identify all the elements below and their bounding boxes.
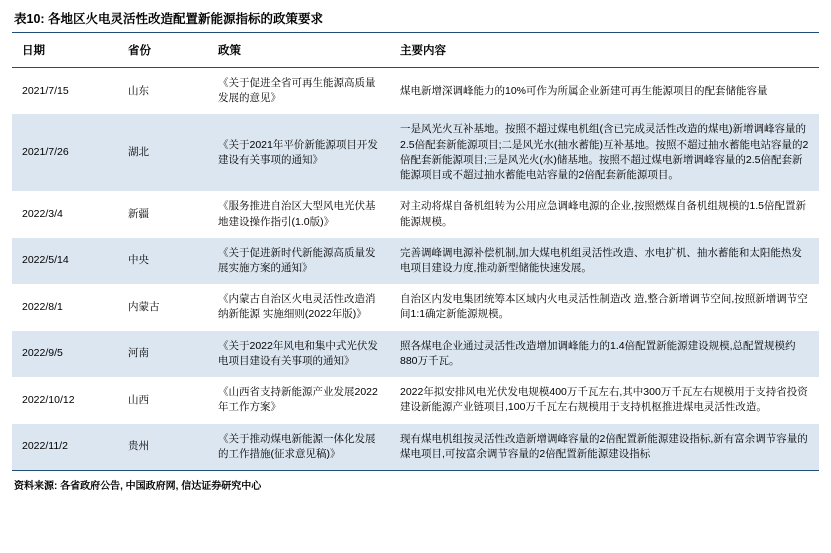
cell-province: 山东 — [118, 68, 208, 115]
cell-policy: 《关于推动煤电新能源一体化发展的工作措施(征求意见稿)》 — [208, 424, 390, 470]
cell-province: 湖北 — [118, 114, 208, 191]
cell-date: 2021/7/15 — [12, 68, 118, 115]
cell-content: 一是风光火互补基地。按照不超过煤电机组(含已完成灵活性改造的煤电)新增调峰容量的2.5倍配套新能源项目;二是风光水(抽水蓄能)互补基地。按照不超过抽水蓄能电站容量的2倍配套新能源项目;三是风光火(水)储基地。按照不超过煤电新增调峰容量的2.5倍配套新能源项目或不超过抽水蓄能电站容量的2倍配套新能源项目。 — [390, 114, 819, 191]
cell-province: 中央 — [118, 238, 208, 284]
table-row — [12, 424, 819, 470]
table-row — [12, 114, 819, 191]
cell-date: 2022/5/14 — [12, 238, 118, 284]
cell-content: 自治区内发电集团统筹本区域内火电灵活性制造改 造,整合新增调节空间,按照新增调节空间1:1确定新能源规模。 — [390, 284, 819, 330]
cell-policy: 《山西省支持新能源产业发展2022年工作方案》 — [208, 377, 390, 423]
cell-policy: 《关于2022年风电和集中式光伏发电项目建设有关事项的通知》 — [208, 331, 390, 377]
column-header-content: 主要内容 — [390, 33, 819, 68]
policy-table — [12, 33, 819, 470]
cell-date: 2022/9/5 — [12, 331, 118, 377]
table-row — [12, 377, 819, 423]
cell-province: 山西 — [118, 377, 208, 423]
table-row — [12, 191, 819, 237]
table-row — [12, 238, 819, 284]
column-header-policy: 政策 — [208, 33, 390, 68]
column-header-date: 日期 — [12, 33, 118, 68]
cell-date: 2021/7/26 — [12, 114, 118, 191]
cell-policy: 《关于促进全省可再生能源高质量发展的意见》 — [208, 68, 390, 115]
cell-content: 完善调峰调电源补偿机制,加大煤电机组灵活性改造、水电扩机、抽水蓄能和太阳能热发电项目建设力度,推动新型储能快速发展。 — [390, 238, 819, 284]
source-note: 资料来源: 各省政府公告, 中国政府网, 信达证券研究中心 — [14, 480, 262, 492]
table-row — [12, 68, 819, 115]
cell-date: 2022/3/4 — [12, 191, 118, 237]
table-header — [12, 33, 819, 68]
table-header-row — [12, 33, 819, 68]
cell-policy: 《内蒙古自治区火电灵活性改造消纳新能源 实施细则(2022年版)》 — [208, 284, 390, 330]
cell-policy: 《关于促进新时代新能源高质量发展实施方案的通知》 — [208, 238, 390, 284]
cell-date: 2022/10/12 — [12, 377, 118, 423]
column-header-province: 省份 — [118, 33, 208, 68]
cell-province: 新疆 — [118, 191, 208, 237]
cell-policy: 《关于2021年平价新能源项目开发建设有关事项的通知》 — [208, 114, 390, 191]
table-row — [12, 284, 819, 330]
cell-content: 2022年拟安排风电光伏发电规模400万千瓦左右,其中300万千瓦左右规模用于支持省投资建设新能源产业链项目,100万千瓦左右规模用于支持机枢推进煤电灵活性改造。 — [390, 377, 819, 423]
table-row — [12, 331, 819, 377]
cell-date: 2022/8/1 — [12, 284, 118, 330]
cell-date: 2022/11/2 — [12, 424, 118, 470]
cell-policy: 《服务推进自治区大型风电光伏基地建设操作指引(1.0版)》 — [208, 191, 390, 237]
cell-province: 河南 — [118, 331, 208, 377]
table-title: 表10: 各地区火电灵活性改造配置新能源指标的政策要求 — [14, 12, 324, 26]
table-body — [12, 68, 819, 470]
cell-content: 煤电新增深调峰能力的10%可作为所属企业新建可再生能源项目的配套储能容量 — [390, 68, 819, 115]
cell-content: 照各煤电企业通过灵活性改造增加调峰能力的1.4倍配置新能源建设规模,总配置规模约880万千瓦。 — [390, 331, 819, 377]
cell-province: 内蒙古 — [118, 284, 208, 330]
cell-content: 现有煤电机组按灵活性改造新增调峰容量的2倍配置新能源建设指标,新有富余调节容量的煤电项目,可按富余调节容量的2倍配置新能源建设指标 — [390, 424, 819, 470]
cell-province: 贵州 — [118, 424, 208, 470]
cell-content: 对主动将煤自备机组转为公用应急调峰电源的企业,按照燃煤自备机组规模的1.5倍配置新能源规模。 — [390, 191, 819, 237]
